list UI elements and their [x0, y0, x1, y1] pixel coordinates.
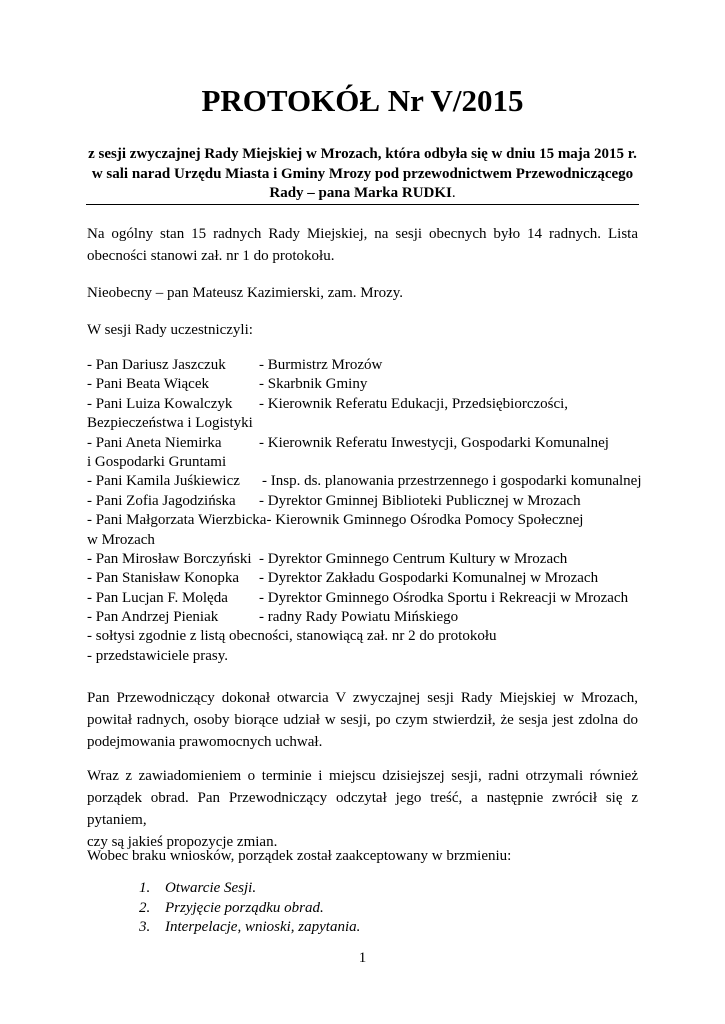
participants-list — [87, 356, 642, 666]
participant-role-continuation: Bezpieczeństwa i Logistyki — [87, 415, 253, 432]
participant-row-continuation — [87, 453, 642, 472]
participant-row — [87, 569, 642, 588]
participant-row — [87, 511, 642, 530]
participant-row-continuation — [87, 531, 642, 550]
participant-role: - Kierownik Referatu Inwestycji, Gospodarki Komunalnej — [259, 434, 609, 451]
participant-name: - Pani Beata Wiącek — [87, 376, 209, 393]
attendance-line-1: Na ogólny stan 15 radnych Rady Miejskiej, na sesji obecnych było 14 radnych. Lista — [87, 226, 638, 242]
participant-role: - Insp. ds. planowania przestrzennego i gospodarki komunalnej — [262, 473, 642, 490]
participant-name: - Pan Andrzej Pieniak — [87, 609, 219, 626]
participant-role: - Skarbnik Gminy — [259, 376, 368, 393]
document-title: PROTOKÓŁ Nr V/2015 — [201, 83, 524, 118]
participant-inline: - przedstawiciele prasy. — [87, 647, 229, 664]
page-number: 1 — [358, 950, 367, 966]
participant-row — [87, 550, 642, 569]
participant-name: - Pani Luiza Kowalczyk — [87, 395, 233, 412]
attendance-line-2: obecności stanowi zał. nr 1 do protokołu. — [87, 248, 335, 264]
participant-role-continuation: i Gospodarki Gruntami — [87, 453, 227, 470]
participant-row — [87, 472, 642, 491]
participant-name: - Pan Stanisław Konopka — [87, 570, 240, 587]
subtitle-line-1: z sesji zwyczajnej Rady Miejskiej w Mrozach, która odbyła się w dniu 15 maja 2015 r. — [88, 146, 637, 162]
subtitle-line-3 — [86, 184, 639, 204]
agenda-item-text: Interpelacje, wnioski, zapytania. — [165, 919, 361, 935]
agenda-line-2: porządek obrad. Pan Przewodniczący odczytał jego treść, a następnie zwrócił się z pytaniem, — [87, 790, 638, 828]
subtitle-line-2: w sali narad Urzędu Miasta i Gminy Mrozy pod przewodnictwem Przewodniczącego — [91, 165, 634, 182]
subtitle-line-3-text: Rady – pana Marka RUDKI — [269, 185, 452, 201]
agenda-paragraph — [87, 765, 638, 853]
participants-intro: W sesji Rady uczestniczyli: — [87, 322, 253, 338]
agenda-item-number: 2. — [139, 899, 151, 916]
agenda-item-text: Otwarcie Sesji. — [165, 880, 257, 896]
opening-line-2: powitał radnych, osoby biorące udział w sesji, po czym stwierdził, że sesja jest zdolna do — [87, 712, 638, 728]
opening-line-1: Pan Przewodniczący dokonał otwarcia V zwyczajnej sesji Rady Miejskiej w Mrozach, — [87, 690, 638, 706]
participant-row — [87, 395, 642, 414]
participant-inline: - sołtysi zgodnie z listą obecności, stanowiącą zał. nr 2 do protokołu — [87, 628, 497, 645]
accepted-paragraph: Wobec braku wniosków, porządek został zaakceptowany w brzmieniu: — [87, 848, 512, 864]
participant-role-continuation: w Mrozach — [87, 531, 155, 548]
opening-line-3: podejmowania prawomocnych uchwał. — [87, 734, 323, 750]
participant-row — [87, 434, 642, 453]
attendance-paragraph — [87, 223, 638, 267]
agenda-item-text: Przyjęcie porządku obrad. — [165, 899, 324, 916]
participant-role: - Kierownik Referatu Edukacji, Przedsiębiorczości, — [259, 395, 569, 412]
subtitle-line-3-period: . — [451, 185, 456, 201]
participant-role: - radny Rady Powiatu Mińskiego — [259, 609, 459, 626]
participant-name: - Pan Dariusz Jaszczuk — [87, 357, 226, 373]
participant-row — [87, 589, 642, 608]
participant-role: - Burmistrz Mrozów — [259, 357, 383, 373]
header-divider — [86, 204, 639, 205]
participant-row — [87, 356, 642, 375]
participant-name: - Pani Aneta Niemirka — [87, 434, 222, 451]
participant-row — [87, 375, 642, 394]
participant-inline: - Pani Małgorzata Wierzbicka- Kierownik Gminnego Ośrodka Pomocy Społecznej — [87, 512, 584, 529]
participant-name: - Pan Mirosław Borczyński — [87, 550, 252, 567]
participant-name: - Pani Zofia Jagodzińska — [87, 492, 236, 509]
participant-row — [87, 608, 642, 627]
opening-paragraph — [87, 687, 638, 753]
agenda-item-number: 3. — [139, 919, 151, 935]
participant-role: - Dyrektor Gminnej Biblioteki Publicznej w Mrozach — [259, 492, 581, 509]
document-subtitle — [86, 145, 639, 204]
participant-row — [87, 627, 642, 646]
participant-role: - Dyrektor Gminnego Centrum Kultury w Mrozach — [259, 550, 568, 567]
participant-role: - Dyrektor Zakładu Gospodarki Komunalnej w Mrozach — [259, 570, 599, 587]
participant-name: - Pani Kamila Juśkiewicz — [87, 473, 240, 490]
participant-role: - Dyrektor Gminnego Ośrodka Sportu i Rekreacji w Mrozach — [259, 589, 629, 606]
participant-row — [87, 647, 642, 666]
agenda-line-1: Wraz z zawiadomieniem o terminie i miejscu dzisiejszej sesji, radni otrzymali również — [87, 768, 638, 784]
absent-paragraph: Nieobecny – pan Mateusz Kazimierski, zam. Mrozy. — [87, 285, 404, 301]
participant-row-continuation — [87, 414, 642, 433]
agenda-line-3: czy są jakieś propozycje zmian. — [87, 834, 278, 850]
agenda-item-number: 1. — [139, 880, 151, 896]
participant-row — [87, 492, 642, 511]
participant-name: - Pan Lucjan F. Molęda — [87, 589, 228, 606]
